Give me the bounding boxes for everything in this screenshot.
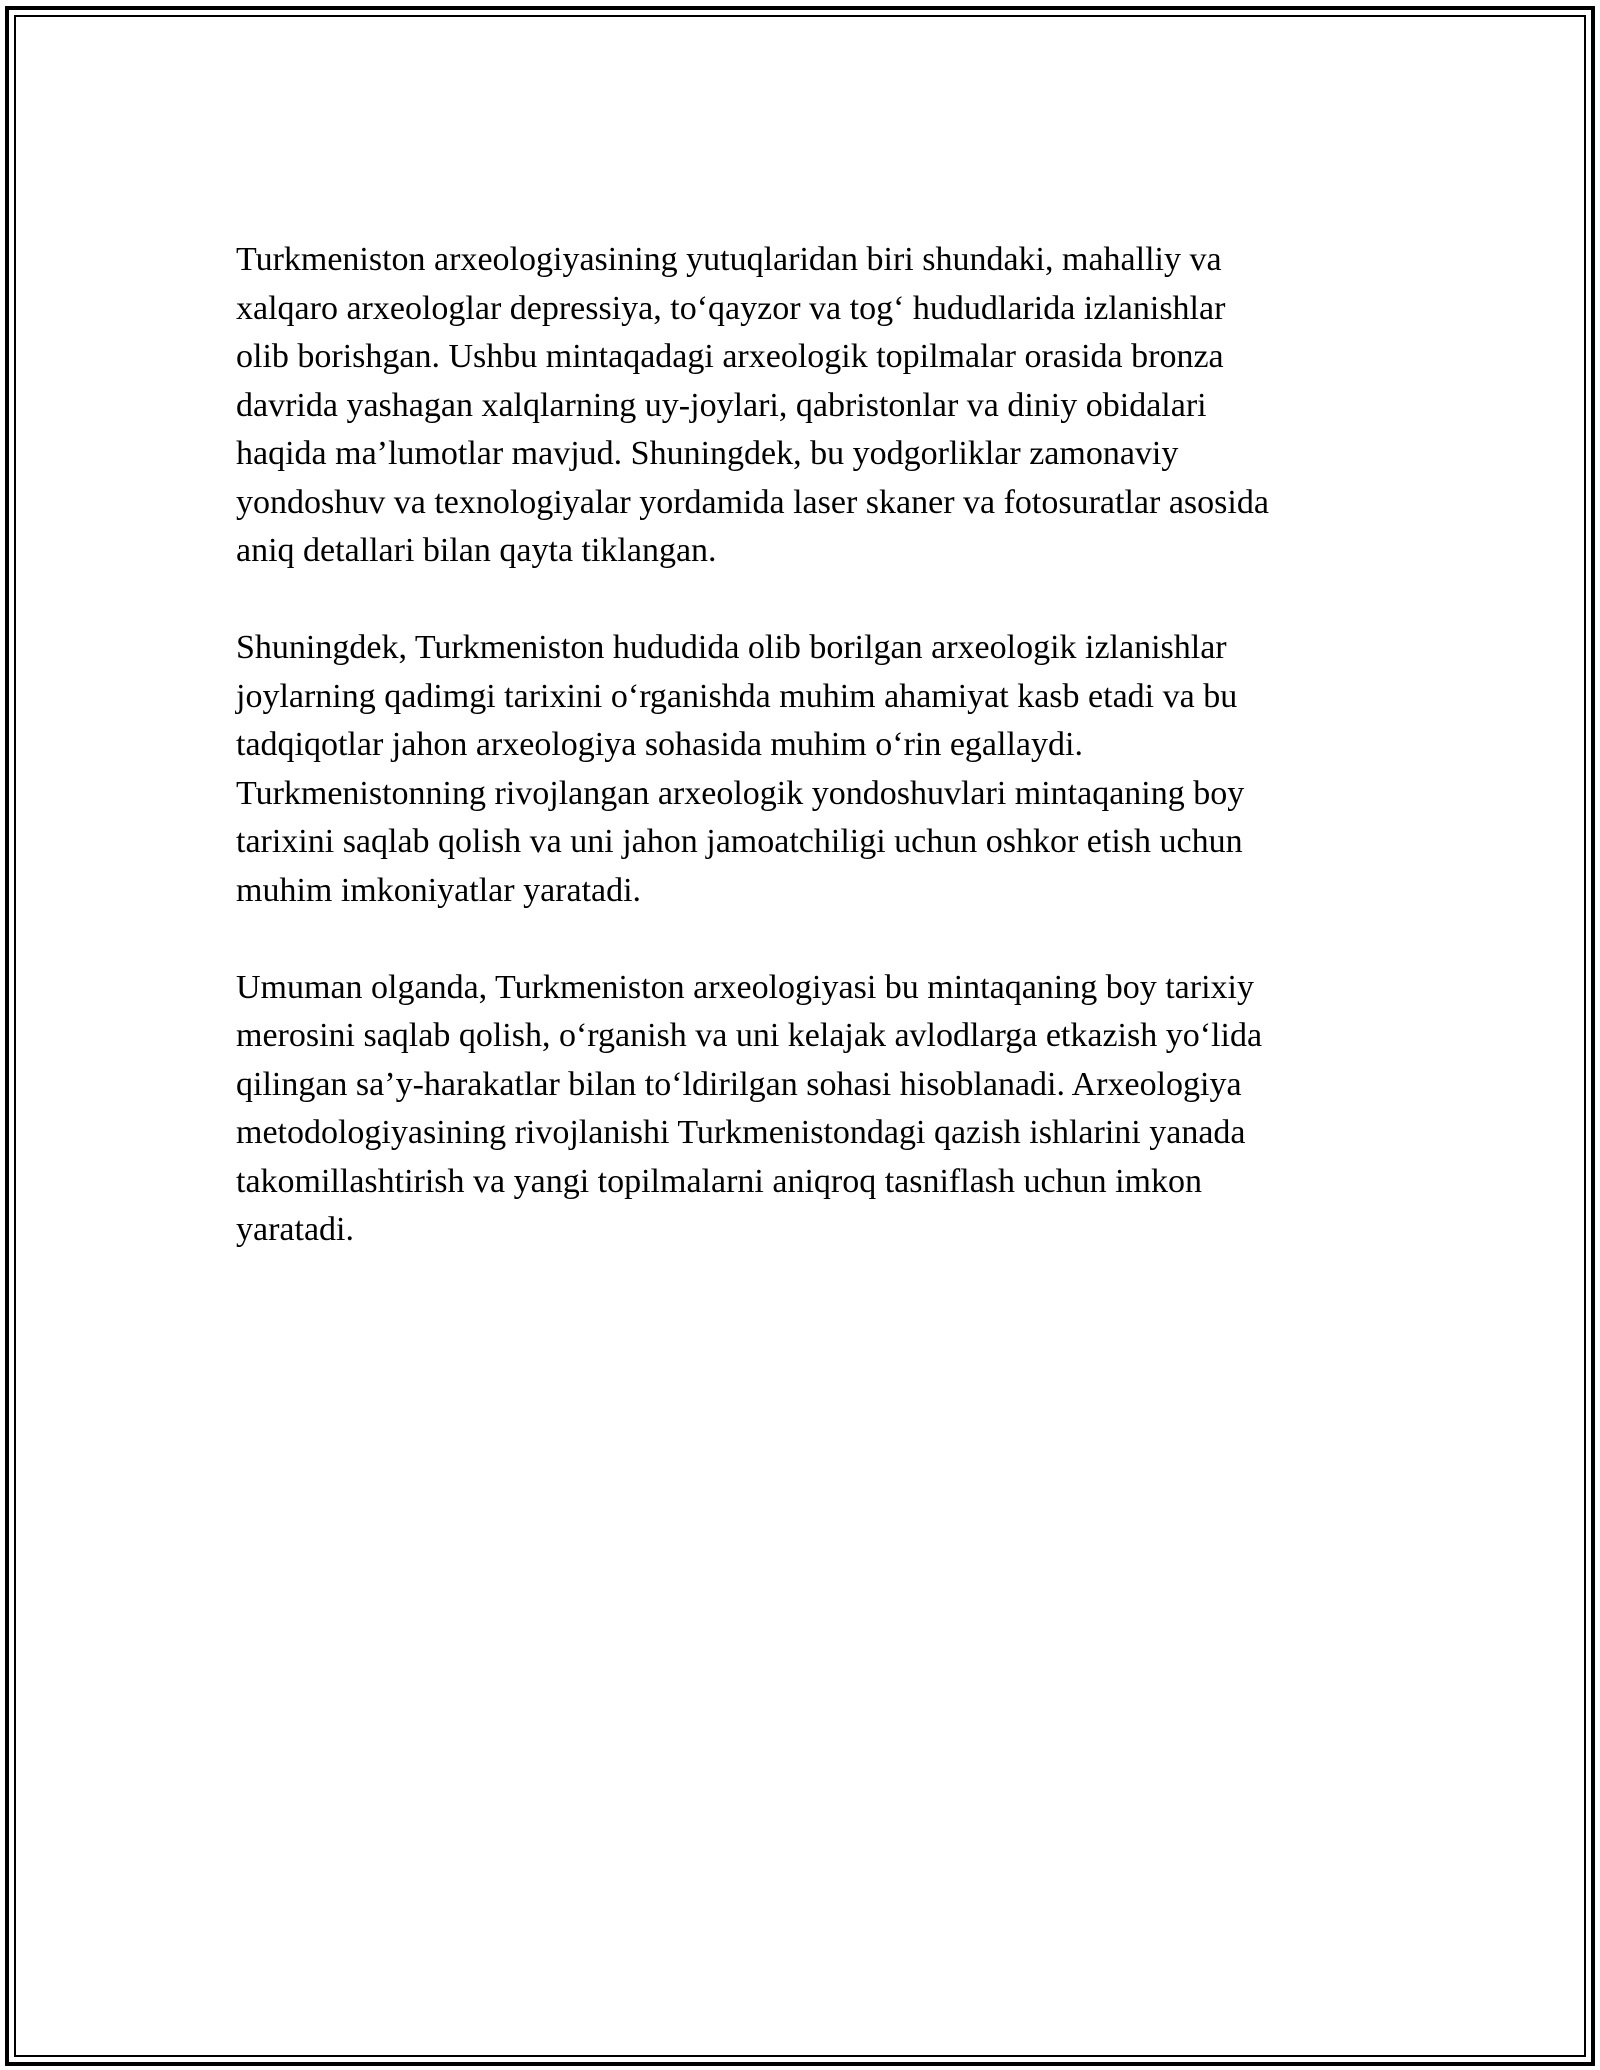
paragraph-3 <box>236 964 1366 1255</box>
text-line: yondoshuv va texnologiyalar yordamida laser skaner va fotosuratlar asosida <box>236 483 1269 521</box>
document-body <box>236 236 1366 1303</box>
paragraph-1 <box>236 236 1366 576</box>
text-line: Turkmenistonning rivojlangan arxeologik yondoshuvlari mintaqaning boy <box>236 774 1245 812</box>
text-line: aniq detallari bilan qayta tiklangan. <box>236 532 717 569</box>
text-line: merosini saqlab qolish, o‘rganish va uni kelajak avlodlarga etkazish yo‘lida <box>236 1017 1263 1054</box>
text-line: davrida yashagan xalqlarning uy-joylari, qabristonlar va diniy obidalari <box>236 386 1207 424</box>
text-line: yaratadi. <box>236 1211 354 1248</box>
text-line: xalqaro arxeologlar depressiya, to‘qayzor va tog‘ hududlarida izlanishlar <box>236 289 1226 327</box>
text-line: qilingan sa’y-harakatlar bilan to‘ldirilgan sohasi hisoblanadi. Arxeologiya <box>236 1065 1242 1103</box>
text-line: olib borishgan. Ushbu mintaqadagi arxeologik topilmalar orasida bronza <box>236 338 1224 375</box>
text-line: tadqiqotlar jahon arxeologiya sohasida muhim o‘rin egallaydi. <box>236 726 1083 763</box>
text-line: takomillashtirish va yangi topilmalarni aniqroq tasniflash uchun imkon <box>236 1162 1202 1200</box>
text-line: Turkmeniston arxeologiyasining yutuqlaridan biri shundaki, mahalliy va <box>236 241 1222 278</box>
paragraph-2 <box>236 624 1366 915</box>
text-line: joylarning qadimgi tarixini o‘rganishda muhim ahamiyat kasb etadi va bu <box>236 677 1238 715</box>
text-line: metodologiyasining rivojlanishi Turkmenistondagi qazish ishlarini yanada <box>236 1114 1246 1151</box>
text-line: Shuningdek, Turkmeniston hududida olib borilgan arxeologik izlanishlar <box>236 629 1227 666</box>
text-line: haqida ma’lumotlar mavjud. Shuningdek, bu yodgorliklar zamonaviy <box>236 435 1179 472</box>
text-line: muhim imkoniyatlar yaratadi. <box>236 871 642 909</box>
text-line: tarixini saqlab qolish va uni jahon jamoatchiligi uchun oshkor etish uchun <box>236 823 1243 860</box>
text-line: Umuman olganda, Turkmeniston arxeologiyasi bu mintaqaning boy tarixiy <box>236 968 1254 1006</box>
